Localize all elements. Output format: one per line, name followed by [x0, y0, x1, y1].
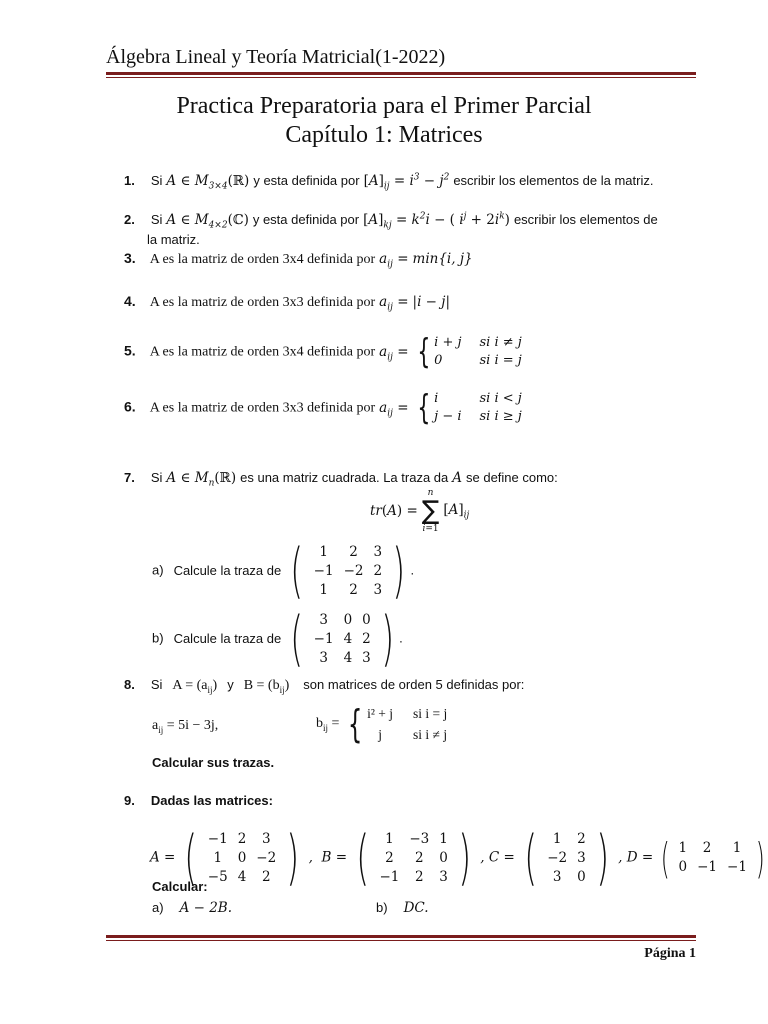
- matrix-7b-entry: −1: [313, 630, 334, 647]
- q3-rhs: min{i, j}: [412, 251, 473, 267]
- matrix-7a-entry: 2: [349, 581, 358, 598]
- matrix-D-entry: 2: [702, 840, 712, 856]
- q8-calc: Calcular sus trazas.: [152, 755, 275, 770]
- matrix-B-entry: 3: [439, 868, 448, 885]
- matrix-B: ( 1 −3 1 2 2 0 −1 2 3 ): [356, 823, 471, 893]
- course-header: Álgebra Lineal y Teoría Matricial(1-2022): [106, 46, 446, 68]
- question-4: 4. A es la matriz de orden 3x3 definida por $a_{ij} = |i - j|$: [124, 293, 451, 313]
- question-7a: a) Calcule la traza de ( 1 2 3 −1 −2 2 1 2 3 ) .: [152, 536, 415, 606]
- q9-part-b: b) DC.: [376, 900, 429, 916]
- question-8: 8. Si $A = (a_{ij})$ y $B = (b_{ij})$ son matrices de orden 5 definidas por:: [124, 677, 525, 695]
- matrix-7a: ( 1 2 3 −1 −2 2 1 2 3 ): [290, 536, 406, 606]
- matrix-C-entry: 0: [577, 868, 586, 885]
- matrix-A-entry: 4: [237, 868, 247, 885]
- matrix-B-entry: −1: [379, 868, 400, 885]
- matrix-B-entry: 2: [415, 868, 424, 885]
- matrix-C-entry: 2: [577, 830, 586, 847]
- matrix-D-entry: −1: [697, 859, 718, 875]
- header-rule: [106, 72, 696, 78]
- q5-piecewise: { i + j si i ≠ j 0 si i = j: [416, 332, 522, 372]
- q1-formula: $[A]_{ij} = i^3 - j^2$: [363, 172, 450, 192]
- matrix-7a-entry: 1: [319, 581, 328, 598]
- matrix-A-entry: 2: [237, 830, 247, 847]
- page-number: Página 1: [644, 946, 696, 961]
- matrix-7a-entry: 3: [373, 543, 383, 560]
- question-3: 3. A es la matriz de orden 3x4 definida por $a_{ij} = \min\{i$, j}: [124, 250, 473, 270]
- q6-piecewise: { i si i < j j − i si i ≥ j: [416, 388, 522, 428]
- question-7: 7. Si A ∈ $M_n(ℝ)$ es una matriz cuadrada. La traza da A se define como:: [124, 470, 558, 489]
- matrix-7b-entry: 0: [362, 611, 371, 628]
- matrix-7a-entry: −2: [343, 562, 364, 579]
- matrix-7a-entry: 2: [349, 543, 358, 560]
- page-title: Practica Preparatoria para el Primer Parcial: [176, 93, 592, 119]
- matrix-A-entry: 2: [261, 868, 271, 885]
- matrix-7b-entry: 4: [343, 649, 353, 666]
- matrix-7a-entry: 2: [373, 562, 383, 579]
- matrix-7b-entry: 3: [319, 611, 328, 628]
- matrix-7b-entry: 2: [362, 630, 371, 647]
- q9-calc: Calcular:: [152, 879, 208, 894]
- trace-formula: tr(A) = n ∑ i=1 $[A]_{ij}$: [370, 488, 470, 534]
- matrix-B-entry: 2: [385, 849, 394, 866]
- matrix-D-entry: 1: [732, 840, 742, 856]
- question-6: 6. A es la matriz de orden 3x3 definida por $a_{ij}$ = { i si i < j j − i si i ≥ j: [124, 388, 522, 428]
- matrix-7b-entry: 4: [343, 630, 353, 647]
- matrix-D: ( 1 2 1 0 −1 −1 ): [660, 833, 765, 883]
- matrix-D-entry: −1: [727, 859, 747, 875]
- q9-part-a: a) A − 2B.: [152, 900, 233, 916]
- q2-formula: $[A]_{kj} = k^2i$ − ( $i^j + 2i^k$): [363, 211, 510, 231]
- question-2-cont: la matriz.: [147, 232, 200, 247]
- matrix-B-entry: −3: [409, 830, 430, 847]
- matrix-7b: ( 3 0 0 −1 4 2 3 4 3 ): [290, 604, 394, 674]
- matrix-C-entry: −2: [547, 849, 568, 866]
- matrix-C-entry: 3: [552, 868, 562, 885]
- matrix-7b-entry: 0: [343, 611, 353, 628]
- question-2: 2. Si A ∈ $M_{4\times 2}(ℂ)$ y esta definida por $[A]_{kj} = k^2i$ − ( $i^j + 2i^k$) escribir los elementos de: [124, 211, 658, 231]
- matrix-A-entry: 1: [213, 849, 223, 866]
- matrix-A-entry: 0: [237, 849, 247, 866]
- matrix-A-entry: −2: [256, 849, 277, 866]
- matrix-B-entry: 1: [385, 830, 394, 847]
- matrix-C-entry: 1: [552, 830, 562, 847]
- q8-bij: $b_{ij}$ = { i² + j si i = j j si i ≠ j: [316, 702, 448, 746]
- matrix-7a-entry: 3: [373, 581, 383, 598]
- matrix-B-entry: 0: [439, 849, 448, 866]
- matrix-7a-entry: −1: [313, 562, 334, 579]
- question-9: 9. Dadas las matrices:: [124, 793, 273, 808]
- matrix-7b-entry: 3: [319, 649, 328, 666]
- page-subtitle: Capítulo 1: Matrices: [285, 122, 483, 148]
- q8-aij: $a_{ij} = 5i - 3j$,: [152, 718, 219, 735]
- matrix-C: ( 1 2 −2 3 3 0 ): [524, 823, 609, 893]
- q9-matrices: A = ( −1 2 3 1 0 −2 −5 4 2 ) , B = ( 1 −3 1 2 2 0 −1 2 3 ) , C = ( 1 2 −2 3 3 0 ) , D = ( 1 2 1 0 −1 −1 ): [150, 823, 768, 893]
- matrix-A: ( −1 2 3 1 0 −2 −5 4 2 ): [184, 823, 300, 893]
- matrix-B-entry: 2: [415, 849, 424, 866]
- footer-rule: [106, 935, 696, 941]
- matrix-B-entry: 1: [439, 830, 448, 847]
- matrix-A-entry: −1: [207, 830, 228, 847]
- question-1: 1. Si A ∈ $M_{3\times 4}(ℝ)$ y esta definida por $[A]_{ij} = i^3 - j^2$ escribir los elementos de la matriz.: [124, 172, 654, 192]
- question-5: 5. A es la matriz de orden 3x4 definida por $a_{ij}$ = { i + j si i ≠ j 0 si i = j: [124, 332, 522, 372]
- matrix-A-entry: −5: [207, 868, 228, 885]
- matrix-C-entry: 3: [577, 849, 586, 866]
- q4-rhs: |i − j|: [412, 294, 451, 310]
- q2-set: A ∈ $M_{4\times 2}(ℂ)$: [166, 212, 249, 231]
- matrix-7a-entry: 1: [319, 543, 328, 560]
- matrix-A-entry: 3: [261, 830, 271, 847]
- matrix-7b-entry: 3: [362, 649, 371, 666]
- question-7b: b) Calcule la traza de ( 3 0 0 −1 4 2 3 4 3 ) .: [152, 604, 403, 674]
- q1-set: A ∈ $M_{3\times 4}(ℝ)$: [166, 173, 250, 192]
- matrix-D-entry: 1: [678, 840, 688, 856]
- matrix-D-entry: 0: [678, 859, 688, 875]
